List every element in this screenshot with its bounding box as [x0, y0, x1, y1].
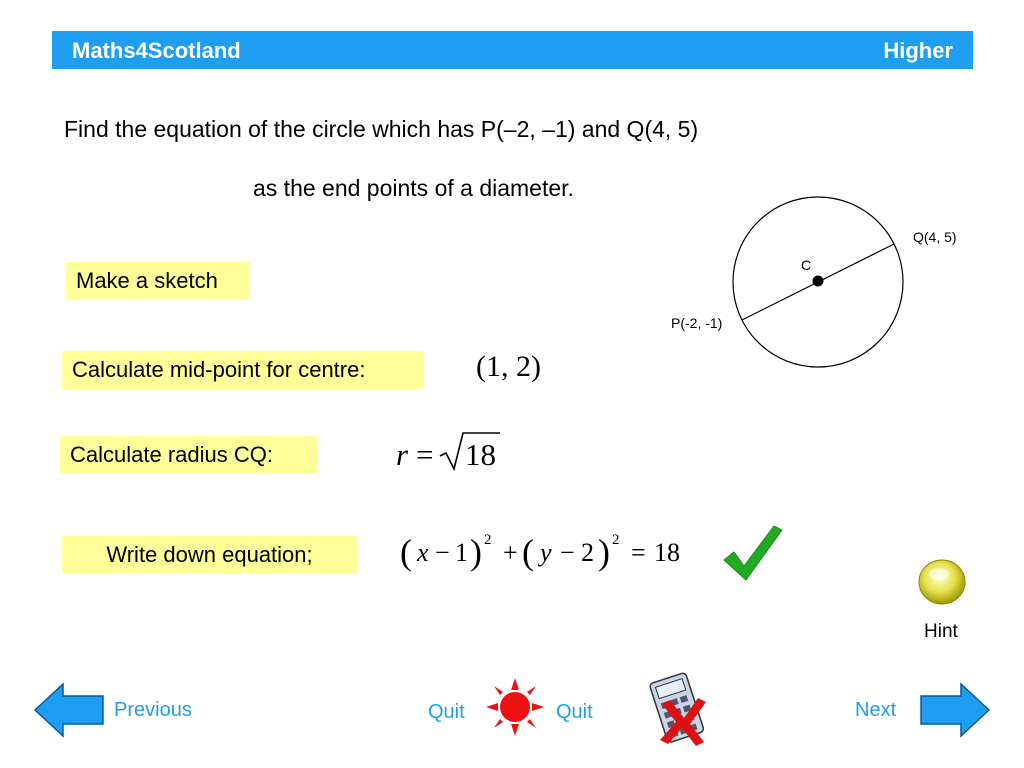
- hint-bulb-icon[interactable]: [917, 556, 969, 610]
- step-make-sketch-button[interactable]: Make a sketch: [66, 262, 250, 300]
- step-midpoint-button[interactable]: Calculate mid-point for centre:: [62, 351, 424, 389]
- next-link[interactable]: Next: [855, 699, 897, 721]
- eq-exp-1: 2: [484, 532, 492, 548]
- calculator-icon[interactable]: [648, 670, 710, 746]
- radius-answer: [390, 428, 510, 478]
- step-radius-button[interactable]: Calculate radius CQ:: [60, 436, 317, 474]
- svg-text:−: −: [435, 538, 450, 567]
- question-line-2: as the end points of a diameter.: [253, 175, 574, 201]
- radius-symbol: r: [396, 437, 409, 472]
- equation-answer: [400, 526, 700, 582]
- svg-text:=: =: [631, 538, 646, 567]
- previous-link[interactable]: Previous: [114, 699, 192, 721]
- level-title: Higher: [883, 38, 953, 63]
- svg-text:+: +: [503, 538, 518, 567]
- step-equation-button[interactable]: Write down equation;: [62, 536, 357, 574]
- eq-rhs: 18: [654, 538, 680, 567]
- question-line-1: Find the equation of the circle which has P(–2, –1) and Q(4, 5): [64, 116, 699, 142]
- header-bar: [52, 31, 973, 69]
- svg-text:(: (: [522, 532, 534, 572]
- svg-text:): ): [598, 532, 610, 572]
- midpoint-answer: (1, 2): [476, 350, 541, 383]
- eq-x: x: [417, 538, 429, 567]
- check-icon: [720, 522, 784, 584]
- eq-const-2: 2: [581, 538, 594, 567]
- circle-diagram: [660, 192, 980, 372]
- quit-link-right[interactable]: Quit: [556, 701, 593, 723]
- point-q-label: Q(4, 5): [913, 229, 957, 245]
- radius-value: 18: [465, 437, 496, 472]
- eq-const-1: 1: [455, 538, 468, 567]
- point-p-label: P(-2, -1): [671, 315, 723, 331]
- brand-title: Maths4Scotland: [72, 38, 241, 63]
- eq-exp-2: 2: [612, 532, 620, 548]
- centre-dot: [813, 276, 824, 287]
- left-arrow-icon[interactable]: [33, 682, 105, 738]
- hint-label[interactable]: Hint: [924, 621, 958, 642]
- quit-link-left[interactable]: Quit: [428, 701, 465, 723]
- sun-icon[interactable]: [484, 676, 546, 738]
- equals-sign: =: [416, 437, 434, 472]
- right-arrow-icon[interactable]: [919, 682, 991, 738]
- centre-label: C: [801, 257, 812, 273]
- svg-text:−: −: [560, 538, 575, 567]
- eq-y: y: [540, 538, 552, 567]
- svg-text:): ): [470, 532, 482, 572]
- svg-text:(: (: [400, 532, 412, 572]
